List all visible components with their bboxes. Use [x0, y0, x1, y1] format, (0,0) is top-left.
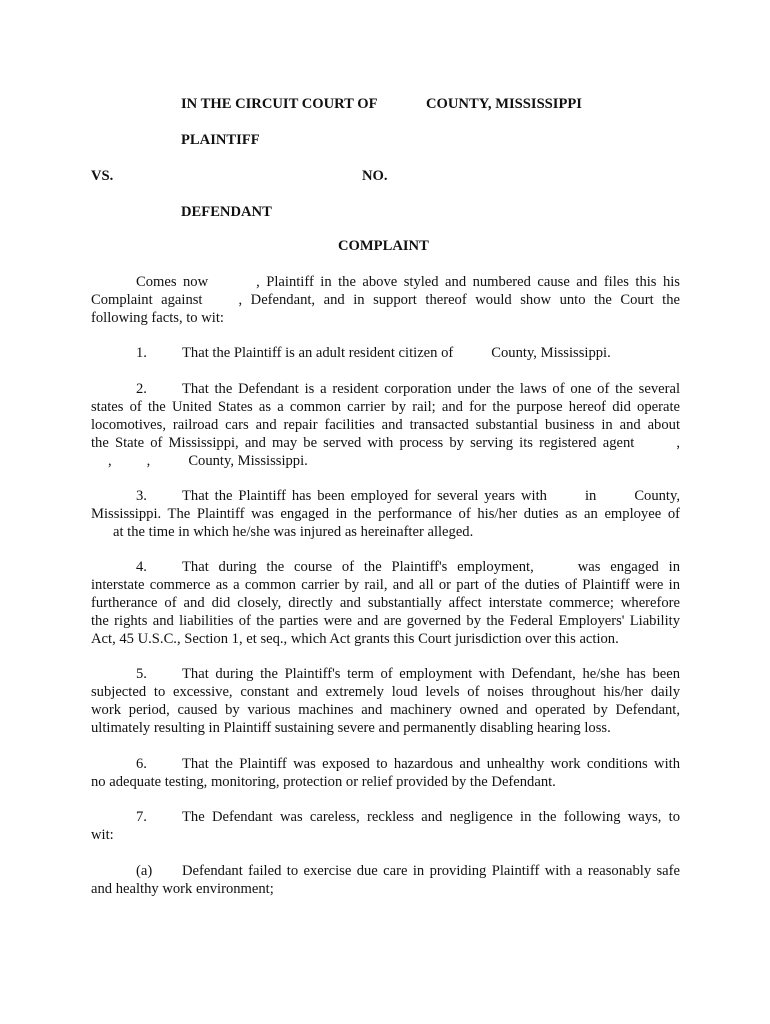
paragraph-7-line2: wit: [91, 827, 114, 843]
court-heading-left: IN THE CIRCUIT COURT OF [181, 96, 378, 112]
paragraph-5 [91, 665, 680, 737]
paragraph-6-line1: That the Plaintiff was exposed to hazardous and unhealthy work conditions with [182, 756, 680, 772]
paragraph-3 [91, 487, 680, 541]
paragraph-4-line1a: That during the course of the Plaintiff's employment, [182, 559, 534, 575]
paragraph-3-line2: Mississippi. The Plaintiff was engaged in the performance of his/her duties as an employee of [91, 506, 680, 522]
intro-comes-now: Comes now [136, 274, 209, 290]
paragraph-3-number: 3. [136, 488, 147, 504]
paragraph-2-line5-county: County, Mississippi. [188, 453, 308, 469]
paragraph-4-line5: Act, 45 U.S.C., Section 1, et seq., which Act grants this Court jurisdiction over this action. [91, 631, 619, 647]
paragraph-3-line1a: That the Plaintiff has been employed for several years with [182, 488, 547, 504]
paragraph-5-number: 5. [136, 666, 147, 682]
subparagraph-a [91, 862, 680, 898]
paragraph-5-line2: subjected to excessive, constant and extremely loud levels of noises throughout his/her daily [91, 684, 680, 700]
paragraph-5-line1: That during the Plaintiff's term of employment with Defendant, he/she has been [182, 666, 680, 682]
paragraph-3-line3: at the time in which he/she was injured as hereinafter alleged. [113, 524, 474, 540]
plaintiff-label: PLAINTIFF [181, 132, 260, 148]
subparagraph-a-line1: Defendant failed to exercise due care in providing Plaintiff with a reasonably safe [182, 863, 680, 879]
paragraph-1-text-a: That the Plaintiff is an adult resident citizen of [182, 345, 454, 361]
paragraph-3-line1c: County, [634, 488, 680, 504]
intro-line1-rest: , Plaintiff in the above styled and numbered cause and files this his [256, 274, 680, 290]
paragraph-7-line1: The Defendant was careless, reckless and negligence in the following ways, to [182, 809, 680, 825]
paragraph-4-line4: the rights and liabilities of the parties were and are governed by the Federal Employers' Liability [91, 613, 680, 629]
paragraph-4-line1b: was engaged in [577, 559, 680, 575]
intro-line2-rest: , Defendant, and in support thereof would show unto the Court the [238, 292, 680, 308]
paragraph-2-line5-comma2: , [146, 453, 151, 469]
paragraph-2-line4: the State of Mississippi, and may be served with process by serving its registered agent [91, 435, 635, 451]
court-heading-right: COUNTY, MISSISSIPPI [426, 96, 582, 112]
paragraph-6-number: 6. [136, 756, 147, 772]
case-number-label: NO. [362, 168, 388, 184]
paragraph-4-number: 4. [136, 559, 147, 575]
paragraph-5-line3: work period, caused by various machines and machinery owned and operated by Defendant, [91, 702, 680, 718]
intro-line3: following facts, to wit: [91, 310, 224, 326]
intro-complaint-against: Complaint against [91, 292, 203, 308]
paragraph-6 [91, 755, 680, 791]
paragraph-2-line5-comma1: , [108, 453, 112, 469]
paragraph-2-line1: That the Defendant is a resident corporation under the laws of one of the several [182, 381, 680, 397]
paragraph-6-line2: no adequate testing, monitoring, protection or relief provided by the Defendant. [91, 774, 556, 790]
subparagraph-a-line2: and healthy work environment; [91, 881, 274, 897]
paragraph-7-number: 7. [136, 809, 147, 825]
defendant-label: DEFENDANT [181, 204, 272, 220]
paragraph-2 [91, 380, 680, 470]
intro-paragraph [91, 273, 680, 327]
paragraph-1-text-b: County, Mississippi. [491, 345, 611, 361]
paragraph-3-line1b: in [584, 488, 597, 504]
paragraph-2-line2: states of the United States as a common carrier by rail; and for the purpose hereof did operate [91, 399, 680, 415]
vs-label: VS. [91, 168, 114, 184]
subparagraph-a-label: (a) [136, 863, 153, 879]
paragraph-7 [91, 808, 680, 844]
paragraph-4-line3: furtherance of and did closely, directly and substantially affect interstate commerce; wherefore [91, 595, 680, 611]
paragraph-4-line2: interstate commerce as a common carrier by rail, and all or part of the duties of Plaintiff were in [91, 577, 680, 593]
paragraph-1 [136, 344, 611, 362]
document-title: COMPLAINT [338, 238, 429, 254]
paragraph-2-line4-comma: , [676, 435, 680, 451]
paragraph-1-number: 1. [136, 345, 147, 361]
paragraph-2-number: 2. [136, 381, 147, 397]
paragraph-4 [91, 558, 680, 648]
paragraph-5-line4: ultimately resulting in Plaintiff sustaining severe and permanently disabling hearing loss. [91, 720, 611, 736]
paragraph-2-line3: locomotives, railroad cars and repair facilities and transacted substantial business in and about [91, 417, 680, 433]
